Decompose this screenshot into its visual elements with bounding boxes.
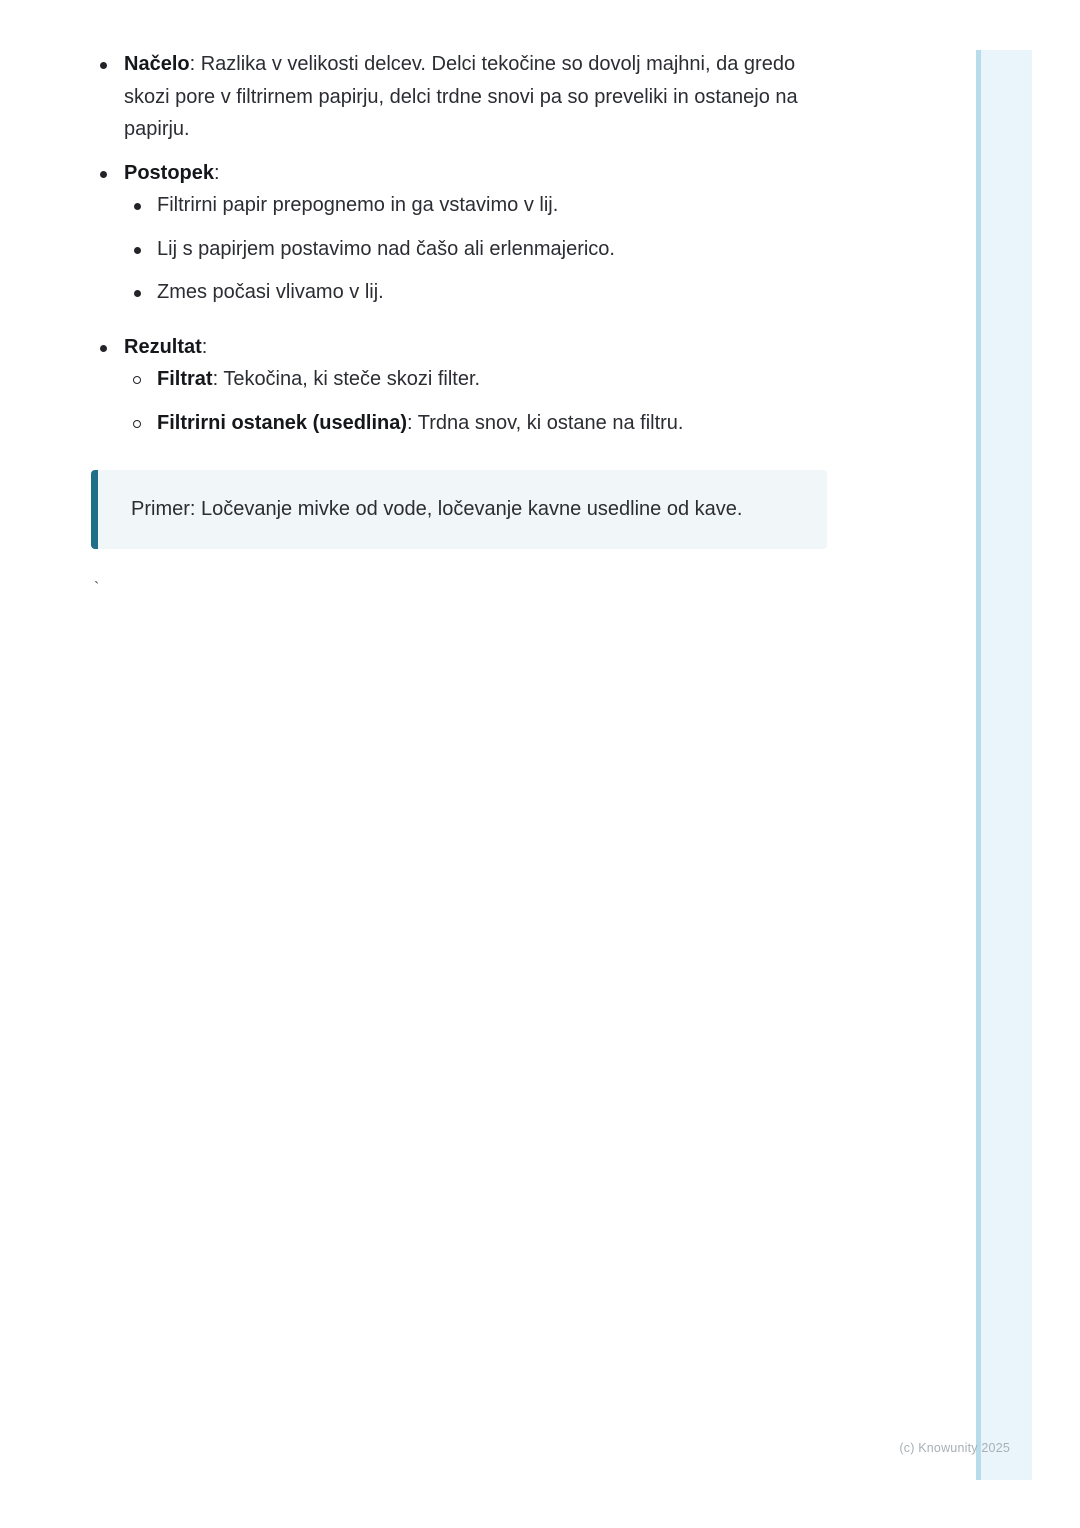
bullet-disc-icon — [134, 203, 141, 210]
sub-item-text: : Tekočina, ki steče skozi filter. — [212, 368, 481, 390]
bullet-circle-icon — [133, 376, 141, 384]
main-list — [90, 48, 830, 439]
term-label: Rezultat — [124, 335, 202, 358]
sub-list-item — [124, 407, 830, 440]
bullet-disc-icon — [134, 247, 141, 254]
term-label: Načelo — [124, 53, 190, 75]
document-content — [90, 48, 830, 450]
bullet-circle-icon — [133, 420, 141, 428]
sub-item-text: : Trdna snov, ki ostane na filtru. — [407, 411, 684, 434]
item-text: : — [214, 161, 220, 184]
sub-list-item — [124, 276, 830, 309]
bullet-disc-icon — [100, 62, 107, 69]
copyright-footer: (c) Knowunity 2025 — [899, 1441, 1010, 1455]
callout-text: Primer: Ločevanje mivke od vode, ločevanje kavne usedline od kave. — [131, 498, 743, 520]
sub-list-item — [124, 233, 830, 266]
sub-item-text: Zmes počasi vlivamo v lij. — [157, 281, 384, 303]
sub-term-label: Filtrat — [157, 368, 213, 390]
sub-list-item — [124, 189, 830, 222]
bullet-disc-icon — [134, 290, 141, 297]
list-item-nacelo — [90, 48, 830, 146]
list-item-rezultat — [90, 331, 830, 440]
item-text: : — [201, 335, 208, 358]
term-label: Postopek — [124, 161, 215, 184]
example-callout — [91, 470, 827, 549]
sub-list-postopek — [124, 189, 830, 309]
item-text: : Razlika v velikosti delcev. Delci tekočine so dovolj majhni, da gredo skozi pore v filtrirnem papirju, delci trdne snovi pa so preveliki in ostanejo na papirju. — [124, 53, 798, 140]
bullet-disc-icon — [100, 171, 107, 178]
sub-item-text: Filtrirni papir prepognemo in ga vstavimo v lij. — [157, 194, 559, 216]
spacer — [124, 309, 830, 320]
stray-backtick: ` — [94, 580, 100, 597]
sub-term-label: Filtrirni ostanek (usedlina) — [157, 411, 408, 434]
bullet-disc-icon — [100, 345, 107, 352]
side-panel — [976, 50, 1032, 1480]
list-item-postopek — [90, 157, 830, 320]
sub-item-text: Lij s papirjem postavimo nad čašo ali erlenmajerico. — [157, 237, 615, 260]
sub-list-rezultat — [124, 363, 830, 439]
sub-list-item — [124, 363, 830, 396]
